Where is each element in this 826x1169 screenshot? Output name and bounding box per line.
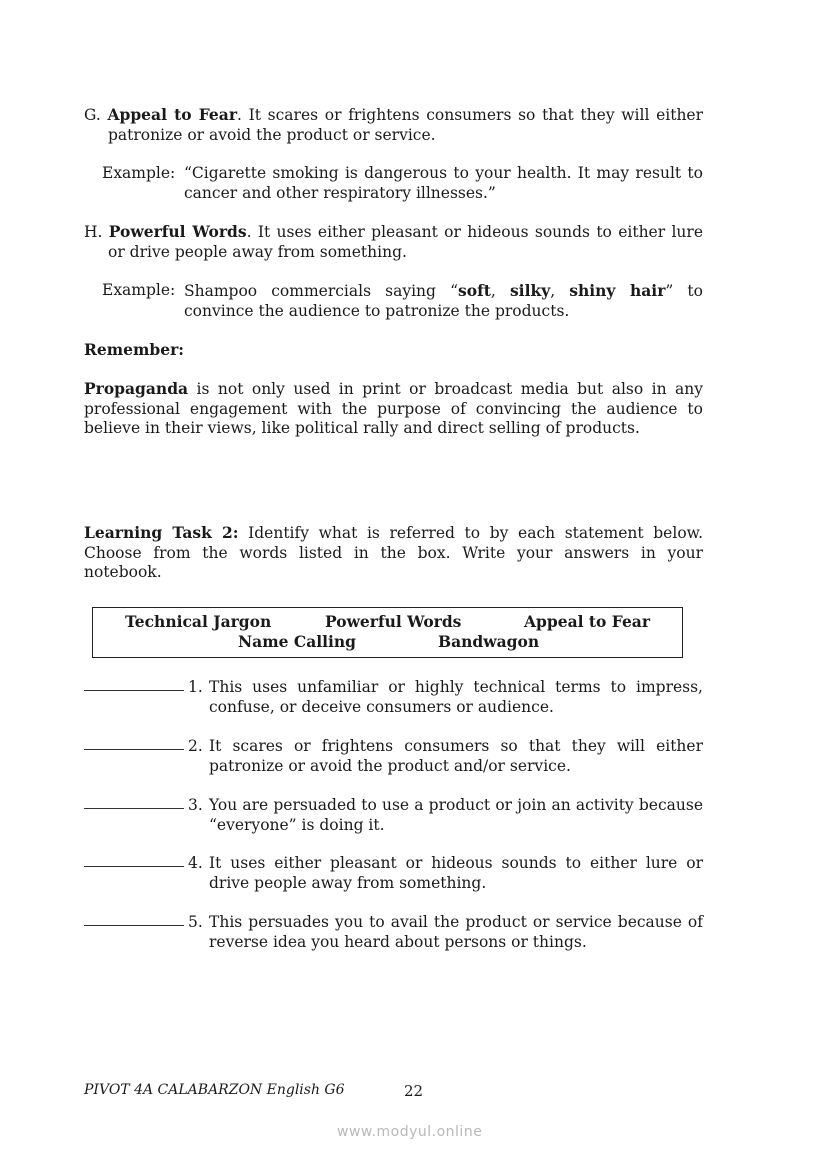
answer-blank[interactable]: [84, 749, 184, 750]
example-label: Example:: [102, 281, 176, 299]
word-box-item: Name Calling: [238, 632, 357, 651]
footer-title: PIVOT 4A CALABARZON English G6: [84, 1082, 345, 1098]
term-heading: Appeal to Fear: [107, 105, 238, 124]
remember-heading: Remember:: [84, 340, 184, 359]
propaganda-term: Propaganda: [84, 379, 189, 398]
word-box-item: Appeal to Fear: [524, 612, 651, 631]
term-definition: . It scares or frightens consumers so that they will either patronize or avoid the product or service.: [108, 106, 704, 144]
list-letter: H.: [84, 223, 103, 241]
word-box-item: Technical Jargon: [125, 612, 272, 631]
word-box-item: Powerful Words: [325, 612, 462, 631]
answer-blank[interactable]: [84, 808, 184, 809]
remember-paragraph: Propaganda is not only used in print or broadcast media but also in any professional engagement with the purpose of convincing the audience to believe in their views, like political rally and direct selling of products.: [84, 379, 703, 437]
list-letter: G.: [84, 106, 101, 124]
term-heading: Powerful Words: [108, 222, 247, 241]
answer-blank[interactable]: [84, 690, 184, 691]
section-powerful-words: [84, 222, 703, 262]
word-box: [92, 607, 683, 658]
task-instructions: Learning Task 2: Identify what is referred to by each statement below. Choose from the words listed in the box. Write your answers in your notebook.: [84, 523, 704, 581]
page-number: 22: [404, 1082, 424, 1100]
answer-blank[interactable]: [84, 925, 184, 926]
example-label: Example:: [102, 164, 176, 182]
example-appeal-to-fear: [102, 164, 703, 203]
word-box-item: Bandwagon: [438, 632, 540, 651]
answer-blank[interactable]: [84, 866, 184, 867]
example-powerful-words: [102, 281, 703, 321]
example-text: Shampoo commercials saying “soft, silky, shiny hair” to convince the audience to patronize the products.: [184, 281, 703, 320]
section-appeal-to-fear: [84, 105, 703, 145]
term-definition: . It uses either pleasant or hideous sounds to either lure or drive people away from something.: [108, 223, 703, 261]
task-label: Learning Task 2:: [84, 523, 239, 542]
watermark: www.modyul.online: [337, 1124, 483, 1140]
example-text: “Cigarette smoking is dangerous to your health. It may result to cancer and other respiratory illnesses.”: [184, 164, 703, 202]
